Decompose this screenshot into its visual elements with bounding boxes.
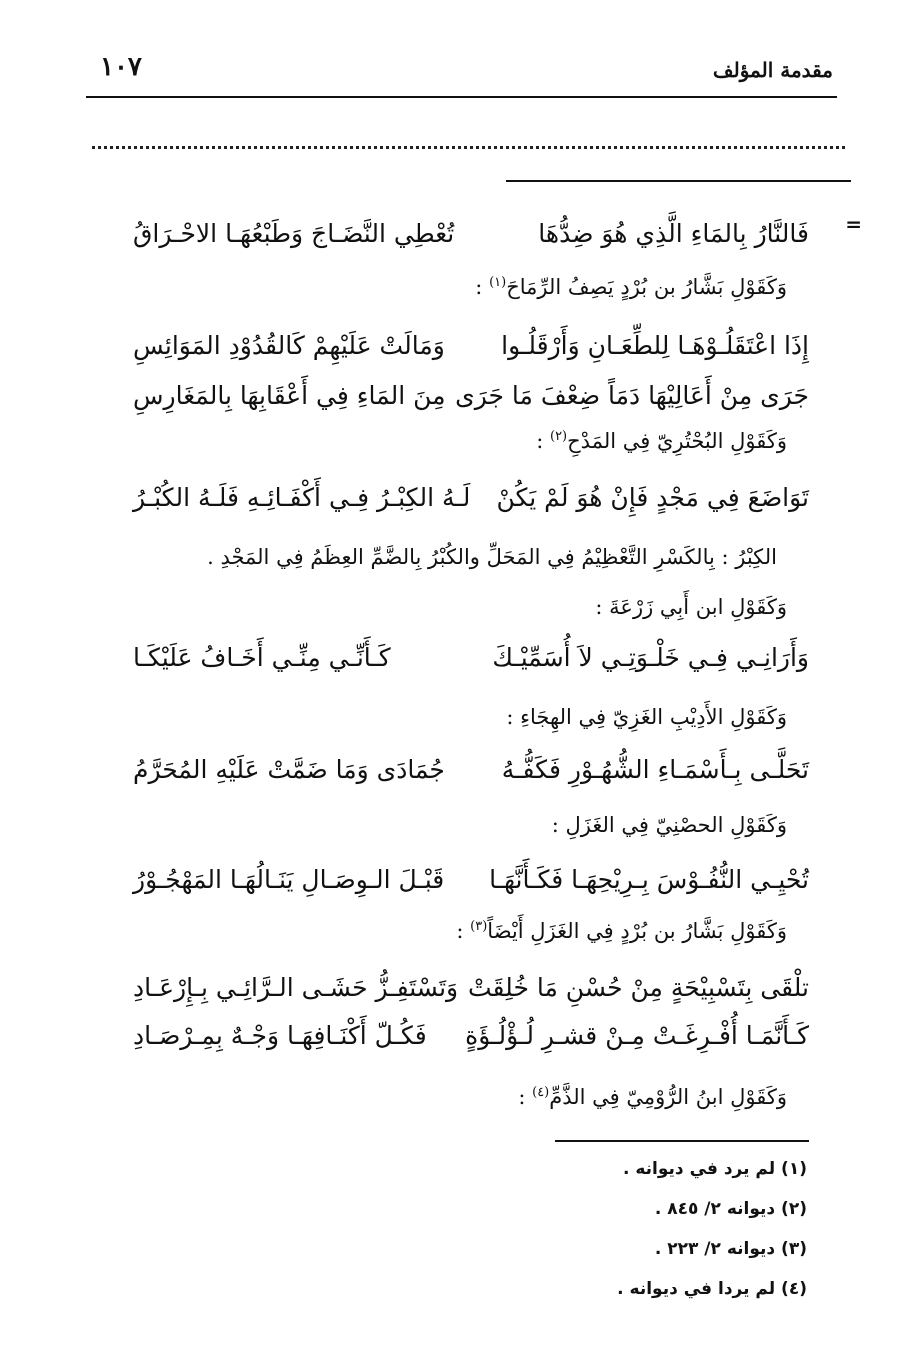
- running-title: مقدمة المؤلف: [712, 58, 833, 82]
- verse-introduction: [552, 808, 787, 842]
- intro-text: وَكَقَوْلِ ابنُ الرُّوْمِيّ فِي الذَّمِّ: [549, 1085, 787, 1109]
- footnote-reference: (٢): [549, 429, 568, 444]
- footnote: (١) لم يرد في ديوانه .: [622, 1159, 807, 1179]
- verse-first-hemistich: كَـأَنَّمَـا أُفْـرِغَـتْ مِـنْ قشـرِ لُـؤْلُـؤَةٍ: [465, 1021, 809, 1050]
- intro-text: وَكَقَوْلِ بَشَّارُ بن بُرْدٍ يَصِفُ الرِّمَاحَ: [506, 275, 787, 299]
- verse-second-hemistich: فَكُـلّ أَكْنَـافِهَـا وَجْـهٌ بِمِـرْصَـادِ: [133, 1021, 427, 1050]
- footnote-reference: (٤): [532, 1085, 550, 1100]
- intro-colon: :: [551, 813, 566, 837]
- intro-text: وَكَقَوْلِ ابن أَبِي زَرْعَةَ: [609, 595, 787, 619]
- verse-introduction: [595, 590, 787, 624]
- intro-text: وَكَقَوْلِ الأَدِيْبِ الغَزِيّ فِي الهِجَاءِ: [520, 705, 787, 729]
- verse-second-hemistich: وَتَسْتَفِـزُّ حَشَـى الـرَّائِـي بِـإِرْعَـادِ: [133, 973, 459, 1002]
- verse-introduction: [456, 914, 787, 948]
- verse-line: [133, 376, 809, 416]
- verse-line: [133, 1016, 809, 1056]
- verse-second-hemistich: وَمَالَتْ عَلَيْهِمْ كَالقُدُوْدِ المَوَائِسِ: [133, 331, 445, 360]
- footnote: (٣) ديوانه ٢/ ٢٢٣ .: [654, 1239, 807, 1259]
- verse-second-hemistich: مِنَ المَاءِ فِي أَعْقَابِهَا بِالمَغَارِسِ: [133, 381, 446, 410]
- footnote-reference: (٣): [470, 919, 488, 934]
- verse-first-hemistich: تُحْيِـي النُّفُـوْسَ بِـرِيْحِهَـا فَكَـأَنَّهَـا: [489, 865, 809, 894]
- verse-line: [133, 860, 809, 900]
- intro-text: وَكَقَوْلِ الحصْنِيّ فِي الغَزَلِ: [565, 813, 787, 837]
- verse-first-hemistich: وَأَرَانِـي فِـي خَلْـوَتِـي لاَ أُسَمِّيْـكَ: [492, 643, 809, 672]
- verse-first-hemistich: جَرَى مِنْ أَعَالِيْهَا دَمَاً ضِعْفَ مَا جَرَى: [455, 381, 809, 410]
- header-rule: [86, 96, 837, 98]
- verse-second-hemistich: جُمَادَى وَمَا ضَمَّتْ عَلَيْهِ المُحَرَّمُ: [133, 755, 445, 784]
- intro-colon: :: [518, 1085, 533, 1109]
- intro-text: وَكَقَوْلِ بَشَّارُ بن بُرْدٍ فِي الغَزَلِ أَيْضَاً: [487, 919, 787, 943]
- intro-colon: :: [536, 429, 550, 453]
- continuation-mark: =: [845, 212, 862, 236]
- intro-colon: :: [475, 275, 490, 299]
- verse-second-hemistich: قَبْـلَ الـوِصَـالِ يَنَـالُهَـا المَهْجُـوْرُ: [133, 865, 445, 894]
- dotted-separator: [92, 146, 845, 149]
- intro-text: وَكَقَوْلِ البُحْتُرِيّ فِي المَدْحِ: [567, 429, 787, 453]
- continuation-rule: [506, 180, 851, 182]
- verse-second-hemistich: تُعْطِي النَّضَـاجَ وَطَبْعُهَـا الاحْـرَاقُ: [133, 219, 455, 248]
- verse-first-hemistich: فَالنَّارُ بِالمَاءِ الَّذِي هُوَ ضِدُّهَا: [538, 219, 809, 248]
- intro-colon: :: [456, 919, 471, 943]
- verse-introduction: [536, 424, 787, 458]
- footnote-rule: [555, 1140, 809, 1142]
- verse-first-hemistich: تَوَاضَعَ فِي مَجْدٍ فَإِنْ هُوَ لَمْ يَكُنْ: [496, 483, 809, 512]
- verse-line: [133, 326, 809, 366]
- intro-colon: :: [506, 705, 521, 729]
- page-number: ١٠٧: [100, 52, 142, 82]
- footnote-reference: (١): [489, 275, 507, 290]
- verse-line: [133, 214, 809, 254]
- verse-first-hemistich: إِذَا اعْتَقَلُـوْهَـا لِلطِّعَـانِ وَأَرْقَلُـوا: [501, 331, 809, 360]
- footnote: (٤) لم يردا في ديوانه .: [617, 1279, 807, 1299]
- verse-line: [133, 638, 809, 678]
- verse-first-hemistich: تلْقَى بِتَسْبِيْحَةٍ مِنْ حُسْنِ مَا خُلِقَتْ: [467, 973, 809, 1002]
- verse-line: [133, 478, 809, 518]
- footnote: (٢) ديوانه ٢/ ٨٤٥ .: [654, 1199, 807, 1219]
- verse-introduction: [506, 700, 787, 734]
- verse-second-hemistich: لَـهُ الكِبْـرُ فِـي أَكْفَـائِـهِ فَلَـهُ الكُبْـرُ: [133, 483, 471, 512]
- verse-line: [133, 750, 809, 790]
- intro-colon: :: [595, 595, 610, 619]
- verse-second-hemistich: كَـأَنِّـي مِنِّـي أَخَـافُ عَلَيْكَـا: [133, 643, 391, 672]
- verse-first-hemistich: تَحَلَّـى بِـأَسْمَـاءِ الشُّهُـوْرِ فَكَفُّـهُ: [501, 755, 809, 784]
- verse-introduction: [518, 1080, 787, 1114]
- verse-introduction: [475, 270, 787, 304]
- word-gloss: الكِبْرُ : بِالكَسْرِ التَّعْظِيْمُ فِي المَحَلِّ والكُبْرُ بِالضَّمِّ العِظَمُ فِي المَجْدِ .: [207, 545, 777, 569]
- verse-line: [133, 968, 809, 1008]
